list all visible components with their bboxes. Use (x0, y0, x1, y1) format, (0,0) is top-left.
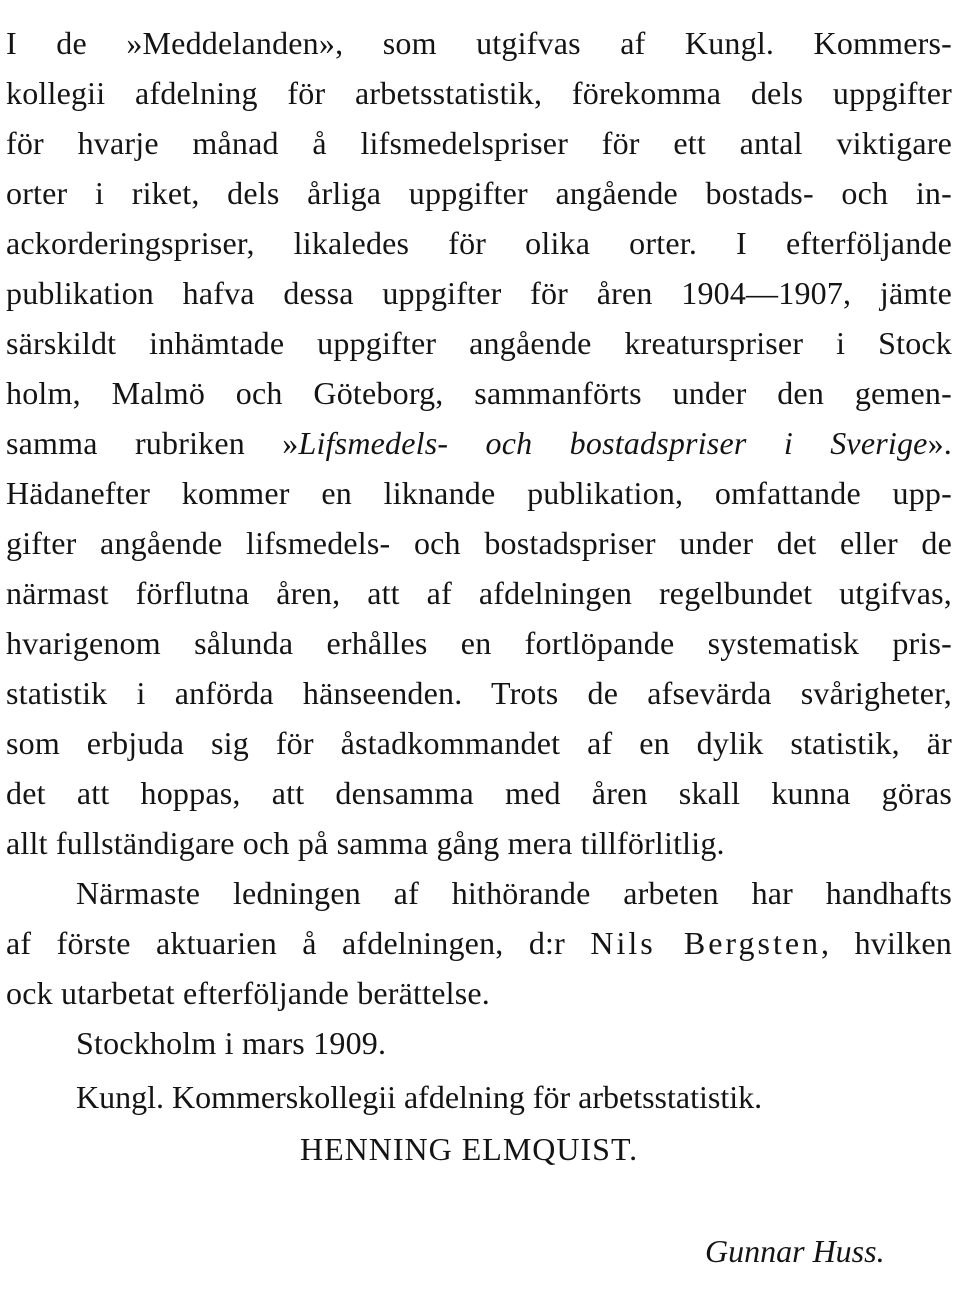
text-line: I de »Meddelanden», som utgifvas af Kungl. Kommers- (6, 25, 952, 61)
institution-line: Kungl. Kommerskollegii afdelning för arbetsstatistik. (76, 1079, 763, 1115)
cosigner-name: Gunnar Huss. (705, 1233, 885, 1269)
text-line-with-name (6, 918, 952, 968)
text-line-with-title (6, 418, 952, 468)
signatory-name: HENNING ELMQUIST. (300, 1131, 639, 1167)
text-line: allt fullständigare och på samma gång mera tillförlitlig. (6, 825, 725, 861)
text-line: det att hoppas, att densamma med åren skall kunna göras (6, 775, 952, 811)
text-line: särskildt inhämtade uppgifter angående kreaturspriser i Stock (6, 325, 952, 361)
text-segment: samma rubriken » (6, 425, 299, 461)
person-name: Nils Bergsten (590, 925, 822, 961)
text-line: ock utarbetat efterföljande berättelse. (6, 975, 490, 1011)
text-segment: , hvilken (821, 925, 952, 961)
text-line: ackorderingspriser, likaledes för olika orter. I efterföljande (6, 225, 952, 261)
text-line: som erbjuda sig för åstadkommandet af en dylik statistik, är (6, 725, 952, 761)
text-line: för hvarje månad å lifsmedelspriser för ett antal viktigare (6, 125, 952, 161)
date-line: Stockholm i mars 1909. (76, 1025, 387, 1061)
text-line: holm, Malmö och Göteborg, sammanförts under den gemen- (6, 375, 952, 411)
text-line: orter i riket, dels årliga uppgifter angående bostads- och in- (6, 175, 952, 211)
text-line: kollegii afdelning för arbetsstatistik, förekomma dels uppgifter (6, 75, 952, 111)
text-line: publikation hafva dessa uppgifter för åren 1904—1907, jämte (6, 275, 952, 311)
text-line: närmast förflutna åren, att af afdelningen regelbundet utgifvas, (6, 575, 952, 611)
text-line: Närmaste ledningen af hithörande arbeten har handhafts (76, 875, 952, 911)
text-line: Hädanefter kommer en liknande publikation, omfattande upp- (6, 475, 952, 511)
text-line: statistik i anförda hänseenden. Trots de afsevärda svårigheter, (6, 675, 952, 711)
publication-title: Lifsmedels- och bostadspriser i Sverige (298, 425, 928, 461)
text-segment: af förste aktuarien å afdelningen, d:r (6, 925, 591, 961)
text-line: gifter angående lifsmedels- och bostadspriser under det eller de (6, 525, 952, 561)
text-line: hvarigenom sålunda erhålles en fortlöpande systematisk pris- (6, 625, 952, 661)
text-segment: ». (927, 425, 952, 461)
